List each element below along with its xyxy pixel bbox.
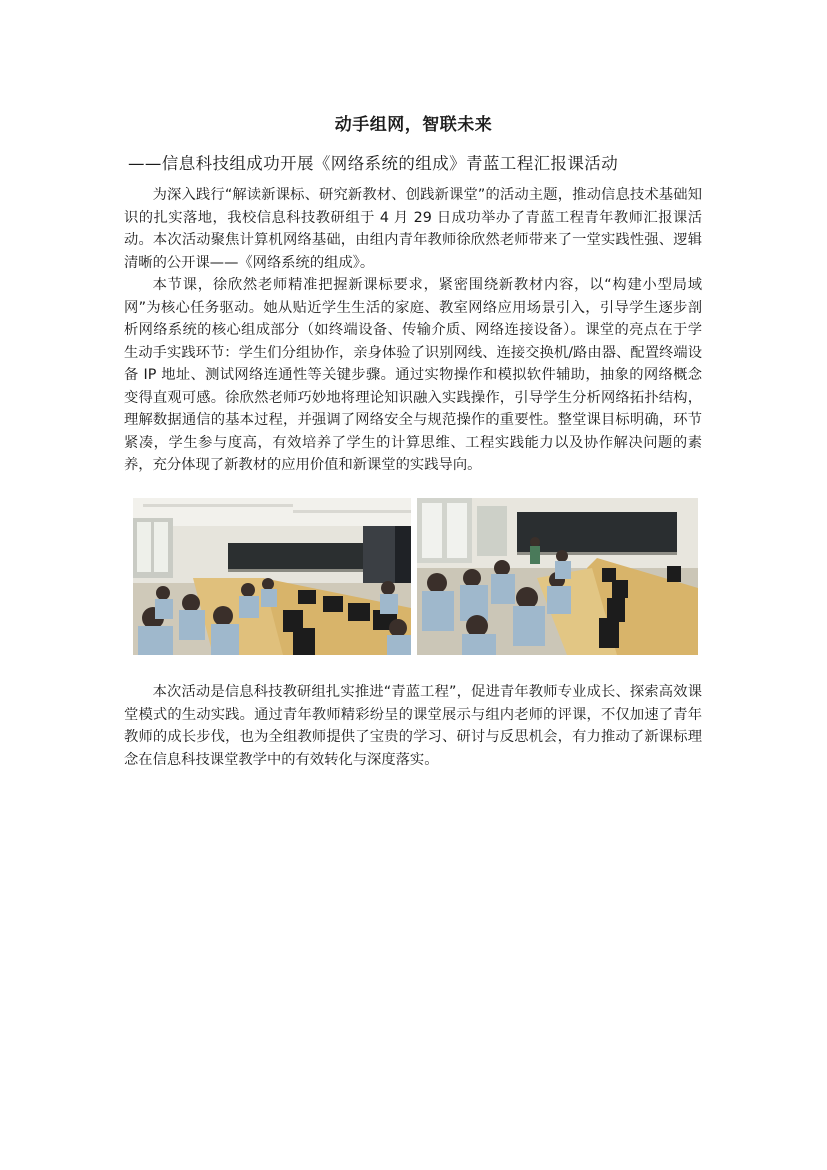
computer-lab-photo-right [417,498,698,655]
paragraph-conclusion: 本次活动是信息科技教研组扎实推进“青蓝工程”，促进青年教师专业成长、探索高效课堂模式的生动实践。通过青年教师精彩纷呈的课堂展示与组内老师的评课，不仅加速了青年教师的成长步伐，也为全组教师提供了宝贵的学习、研讨与反思机会，有力推动了新课标理念在信息科技课堂教学中的有效转化与深度落实。 [124,684,702,768]
article-subtitle: ——信息科技组成功开展《网络系统的组成》青蓝工程汇报课活动 [128,154,619,173]
paragraph-intro: 为深入践行“解读新课标、研究新教材、创践新课堂”的活动主题，推动信息技术基础知识的扎实落地，我校信息科技教研组于 4 月 29 日成功举办了青蓝工程青年教师汇报课活动。本次活动聚焦计算机网络基础，由组内青年教师徐欣然老师带来了一堂实践性强、逻辑清晰的公开课——《网络系统的组成》。 [124,187,702,271]
paragraph-lesson: 本节课，徐欣然老师精准把握新课标要求，紧密围绕新教材内容，以“构建小型局域网”为核心任务驱动。她从贴近学生生活的家庭、教室网络应用场景引入，引导学生逐步剖析网络系统的核心组成部分（如终端设备、传输介质、网络连接设备）。课堂的亮点在于学生动手实践环节：学生们分组协作，亲身体验了识别网线、连接交换机/路由器、配置终端设备 IP 地址、测试网络连通性等关键步骤。通过实物操作和模拟软件辅助，抽象的网络概念变得直观可感。徐欣然老师巧妙地将理论知识融入实践操作，引导学生分析网络拓扑结构，理解数据通信的基本过程，并强调了网络安全与规范操作的重要性。整堂课目标明确，环节紧凑，学生参与度高，有效培养了学生的计算思维、工程实践能力以及协作解决问题的素养，充分体现了新教材的应用价值和新课堂的实践导向。 [124,277,702,473]
computer-lab-photo-left [133,498,411,655]
article-title: 动手组网，智联未来 [334,115,493,135]
photo-row [133,498,698,655]
